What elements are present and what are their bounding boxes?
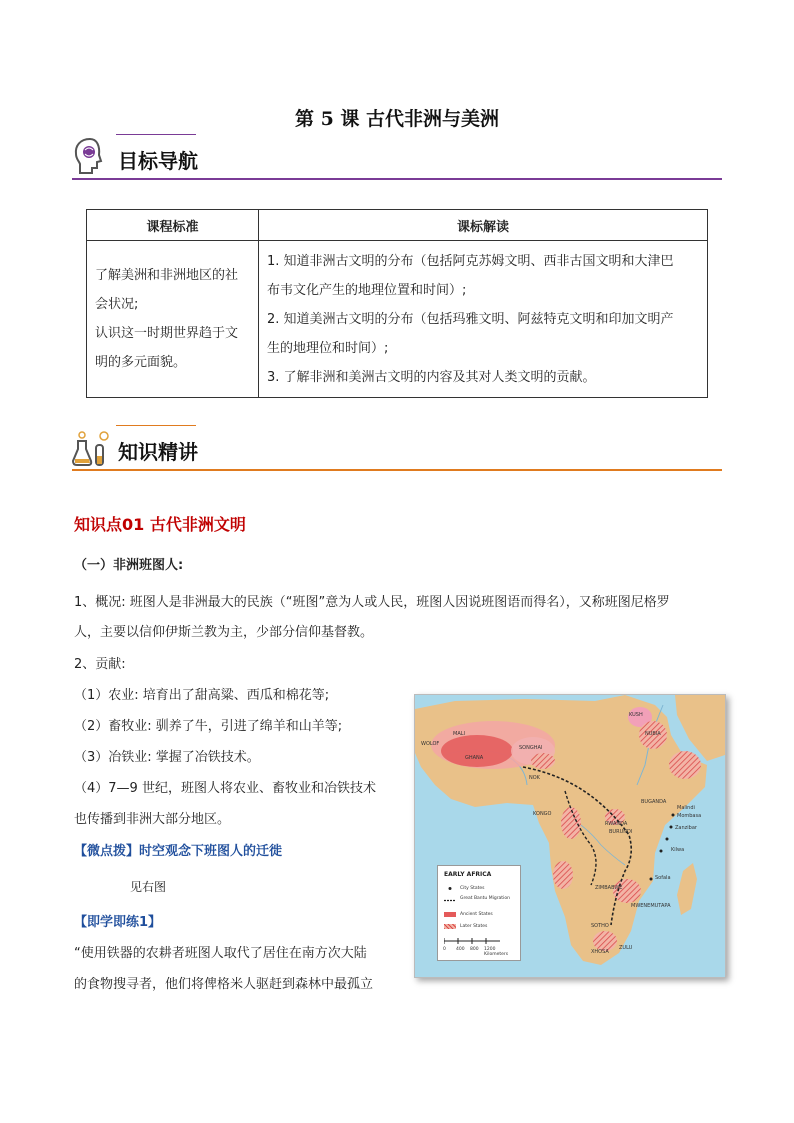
interpretation-line: 2. 知道美洲古文明的分布（包括玛雅文明、阿兹特克文明和印加文明产 <box>267 311 674 327</box>
map-label: KONGO <box>533 811 552 817</box>
ghana-region <box>441 735 513 767</box>
xhosa-region <box>593 931 617 951</box>
legend-key <box>444 924 456 929</box>
practice-heading: 【即学即练1】 <box>74 915 162 930</box>
map-label: KUSH <box>629 712 643 718</box>
city-dot <box>672 814 675 817</box>
practice-line: “使用铁器的农耕者班图人取代了居住在南方次大陆 <box>74 946 367 961</box>
contribution-label: 2、贡献: <box>74 657 126 672</box>
standard-line: 认识这一时期世界趋于文 <box>95 326 239 341</box>
scale-bar <box>444 938 504 944</box>
tip-heading: 【微点拨】时空观念下班图人的迁徙 <box>74 844 283 859</box>
section-header-goals <box>72 132 722 180</box>
map-label: BUGANDA <box>641 799 667 805</box>
legend-key <box>444 912 456 917</box>
map-label: XHOSA <box>591 949 609 955</box>
section-label-knowledge: 知识精讲 <box>118 440 198 464</box>
kongo-region <box>561 807 581 839</box>
legend-item: Ancient States <box>460 912 493 917</box>
col-header-standard: 课程标准 <box>87 210 259 241</box>
cell-interpretation <box>259 241 708 398</box>
brain-icon <box>72 136 108 176</box>
city-dot <box>666 838 669 841</box>
map-label: RWANDA <box>605 821 628 827</box>
scale-label: 1200 Kilometers <box>484 947 509 957</box>
table-row <box>87 241 708 398</box>
contribution-item: （4）7—9 世纪，班图人将农业、畜牧业和冶铁技术 <box>74 781 376 796</box>
section-rule <box>72 469 722 471</box>
map-legend <box>437 865 521 961</box>
header-accent-line <box>116 425 196 426</box>
flask-icon <box>72 427 108 467</box>
interpretation-line: 3. 了解非洲和美洲古文明的内容及其对人类文明的贡献。 <box>267 369 596 385</box>
interpretation-line: 生的地理位和时间）; <box>267 340 389 356</box>
section-label-goals: 目标导航 <box>118 149 198 173</box>
legend-item: Great Bantu Migration <box>460 896 510 901</box>
scale-label: 0 <box>443 947 446 952</box>
map-label: Sofala <box>655 875 671 881</box>
zimbabwe-region <box>613 879 641 903</box>
contribution-item: （3）冶铁业: 掌握了冶铁技术。 <box>74 750 260 765</box>
early-africa-map <box>414 694 726 978</box>
scale-label: 800 <box>470 947 479 952</box>
standard-line: 会状况; <box>95 297 139 312</box>
legend-title: EARLY AFRICA <box>444 871 492 878</box>
map-label: SOTHO <box>591 923 609 929</box>
legend-key <box>444 886 456 891</box>
overview-line: 1、概况: 班图人是非洲最大的民族（“班图”意为人或人民，班图人因说班图语而得名），又称班图尼格罗 <box>74 595 670 610</box>
interpretation-line: 布韦文化产生的地理位置和时间）; <box>267 282 467 298</box>
city-dot <box>670 826 673 829</box>
contribution-item: 也传播到非洲大部分地区。 <box>74 812 231 827</box>
map-label: ZIMBABWE <box>595 885 623 891</box>
map-label: NUBIA <box>645 731 661 737</box>
nok-region <box>531 753 555 769</box>
contribution-item: （2）畜牧业: 驯养了牛，引进了绵羊和山羊等; <box>74 719 343 734</box>
section-header-knowledge <box>72 423 722 471</box>
page-title: 第 5 课 古代非洲与美洲 <box>294 108 500 130</box>
interpretation-line: 1. 知道非洲古文明的分布（包括阿克苏姆文明、西非古国文明和大津巴 <box>267 253 674 269</box>
overview-line: 人，主要以信仰伊斯兰教为主，少部分信仰基督教。 <box>74 625 374 640</box>
map-label: Mombasa <box>677 813 702 819</box>
section-rule <box>72 178 722 180</box>
map-label: WOLOF <box>421 741 440 747</box>
map-label: MALI <box>453 731 465 737</box>
map-label: ZULU <box>619 945 633 951</box>
map-label: GHANA <box>465 755 484 761</box>
curriculum-table <box>86 209 708 398</box>
legend-key <box>444 898 456 903</box>
tip-note: 见右图 <box>130 880 167 894</box>
standard-line: 了解美洲和非洲地区的社 <box>95 268 239 283</box>
legend-item: City States <box>460 886 485 891</box>
cell-standard <box>87 241 259 398</box>
map-label: MWENEMUTAPA <box>631 903 671 909</box>
map-label: NOK <box>529 775 540 781</box>
contribution-item: （1）农业: 培育出了甜高粱、西瓜和棉花等; <box>74 688 330 703</box>
table-header-row <box>87 210 708 241</box>
map-label: Malindi <box>677 805 695 811</box>
scale-label: 400 <box>456 947 465 952</box>
map-label: Zanzibar <box>675 825 697 831</box>
practice-line: 的食物搜寻者，他们将俾格米人驱赶到森林中最孤立 <box>74 977 374 992</box>
header-accent-line <box>116 134 196 135</box>
arabia-land <box>675 695 725 761</box>
knowledge-point-title: 知识点01 古代非洲文明 <box>74 515 246 534</box>
legend-item: Later States <box>460 924 488 929</box>
west-south-region <box>553 861 573 889</box>
sub-heading: （一）非洲班图人: <box>74 558 184 573</box>
horn-region <box>669 751 701 779</box>
city-dot <box>660 850 663 853</box>
map-label: Kilwa <box>671 847 685 853</box>
map-label: SONGHAI <box>519 745 543 751</box>
col-header-interpretation: 课标解读 <box>259 210 708 241</box>
standard-line: 明的多元面貌。 <box>95 355 187 370</box>
map-label: BURUNDI <box>609 829 633 835</box>
madagascar-land <box>677 863 697 915</box>
city-dot <box>650 878 653 881</box>
